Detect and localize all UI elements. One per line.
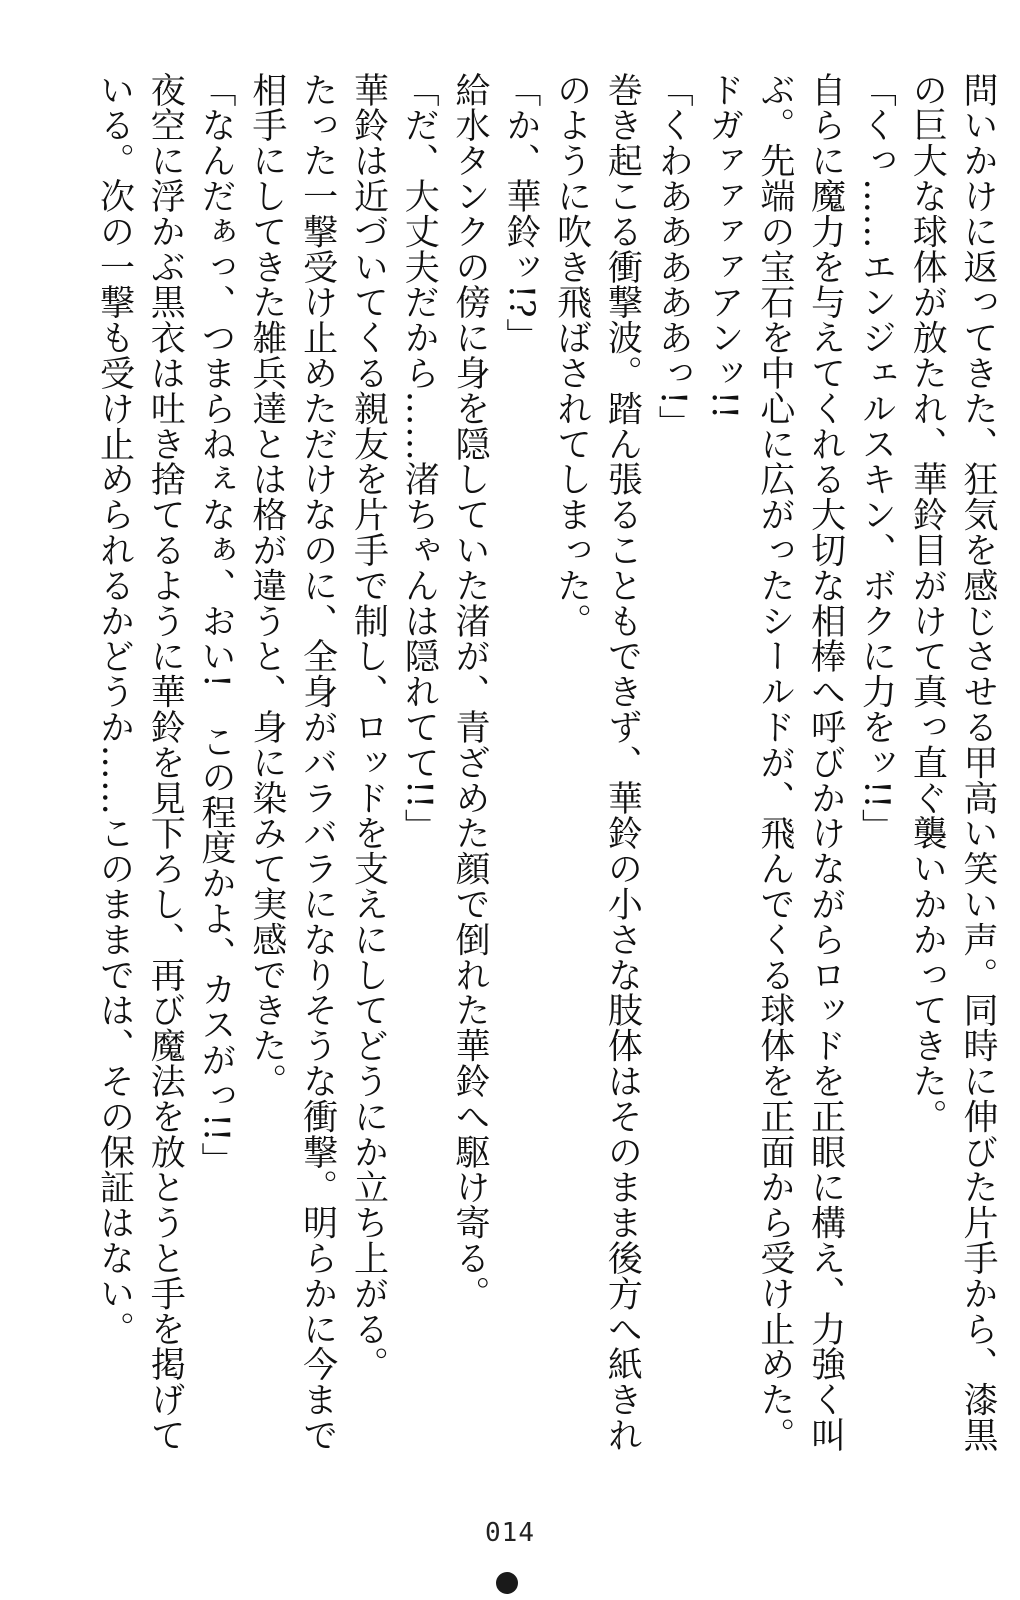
text-line: たった一撃受け止めただけなのに、全身がバラバラになりそうな衝撃。明らかに今まで [297, 72, 338, 1453]
text-line: ぶ。先端の宝石を中心に広がったシールドが、飛んでくる球体を正面から受け止めた。 [754, 72, 795, 1453]
text-line: 給水タンクの傍に身を隠していた渚が、青ざめた顔で倒れた華鈴へ駆け寄る。 [450, 72, 491, 1311]
text-line: 「か、華鈴ッ!?」 [500, 72, 541, 354]
text-line: 「くわあああああっ!」 [653, 72, 694, 441]
text-line: 自らに魔力を与えてくれる大切な相棒へ呼びかけながらロッドを正眼に構え、力強く叫 [805, 72, 846, 1453]
text-line: 巻き起こる衝撃波。踏ん張ることもできず、華鈴の小さな肢体はそのまま後方へ紙きれ [602, 72, 643, 1453]
text-line: いる。次の一撃も受け止められるかどうか……このままでは、その保証はない。 [94, 72, 135, 1347]
text-line: の巨大な球体が放たれ、華鈴目がけて真っ直ぐ襲いかかってきた。 [907, 72, 948, 1134]
folio-dot-icon [496, 1572, 518, 1594]
text-line: ドガァァァァアンッ!! [704, 72, 745, 420]
text-line: 問いかけに返ってきた、狂気を感じさせる甲高い笑い声。同時に伸びた片手から、漆黒 [958, 72, 998, 1453]
body-text [18, 72, 1003, 1477]
text-line: 夜空に浮かぶ黒衣は吐き捨てるように華鈴を見下ろし、再び魔法を放とうと手を掲げて [145, 72, 186, 1453]
text-line: 「だ、大丈夫だから……渚ちゃんは隠れてて!!」 [399, 72, 440, 845]
text-line: 相手にしてきた雑兵達とは格が違うと、身に染みて実感できた。 [246, 72, 287, 1099]
text-line: 「なんだぁっ、つまらねぇなぁ、おい! この程度かよ、カスがっ!!」 [196, 72, 237, 1178]
page-number: 014 [485, 1518, 535, 1548]
text-line: 華鈴は近づいてくる親友を片手で制し、ロッドを支えにしてどうにか立ち上がる。 [348, 72, 389, 1382]
text-line: のように吹き飛ばされてしまった。 [551, 72, 592, 639]
text-line: 「くっ……エンジェルスキン、ボクに力をッ!!」 [856, 72, 897, 845]
